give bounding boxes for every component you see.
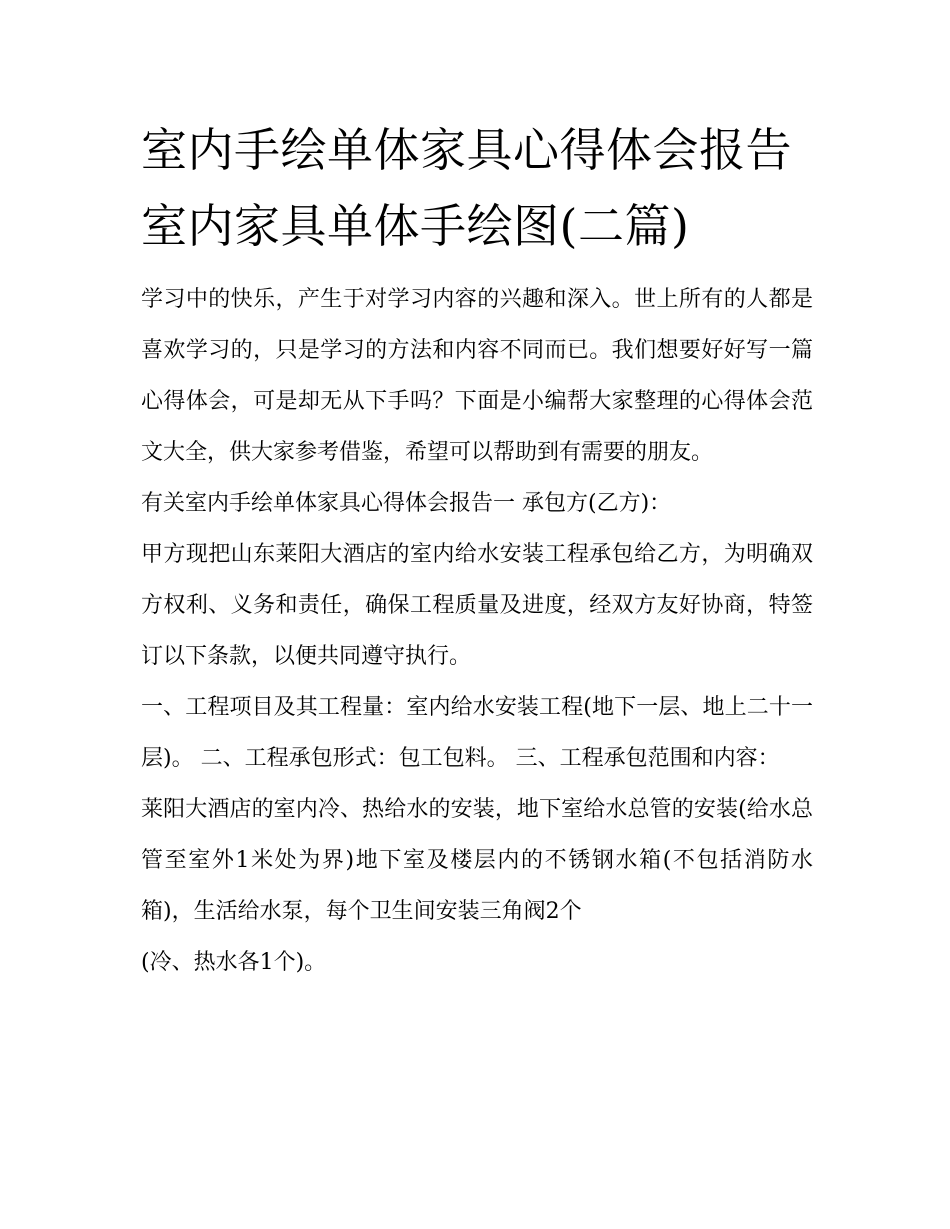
paragraph-intro: 学习中的快乐，产生于对学习内容的兴趣和深入。世上所有的人都是喜欢学习的，只是学习的方法和内容不同而已。我们想要好好写一篇心得体会，可是却无从下手吗？下面是小编帮大家整理的心得体会范文大全，供大家参考借鉴，希望可以帮助到有需要的朋友。 — [141, 287, 813, 465]
document-content — [141, 112, 813, 988]
document-body — [141, 274, 813, 988]
document-title: 室内手绘单体家具心得体会报告 室内家具单体手绘图(二篇) — [141, 123, 792, 253]
paragraph-contract-purpose: 甲方现把山东莱阳大酒店的室内给水安装工程承包给乙方，为明确双方权利、义务和责任，确保工程质量及进度，经双方友好协商，特签订以下条款，以便共同遵守执行。 — [141, 542, 813, 669]
paragraph-heading-one: 有关室内手绘单体家具心得体会报告一 承包方(乙方)： — [141, 491, 672, 516]
paragraph-installation-content: 莱阳大酒店的室内冷、热给水的安装，地下室给水总管的安装(给水总管至室外1米处为界)地下室及楼层内的不锈钢水箱(不包括消防水箱)，生活给水泵，每个卫生间安装三角阀2个 — [141, 797, 813, 924]
paragraph-valve-note: (冷、热水各1个)。 — [141, 950, 327, 975]
paragraph-project-scope: 一、工程项目及其工程量：室内给水安装工程(地下一层、地上二十一层)。 二、工程承包形式：包工包料。 三、工程承包范围和内容： — [141, 695, 813, 771]
